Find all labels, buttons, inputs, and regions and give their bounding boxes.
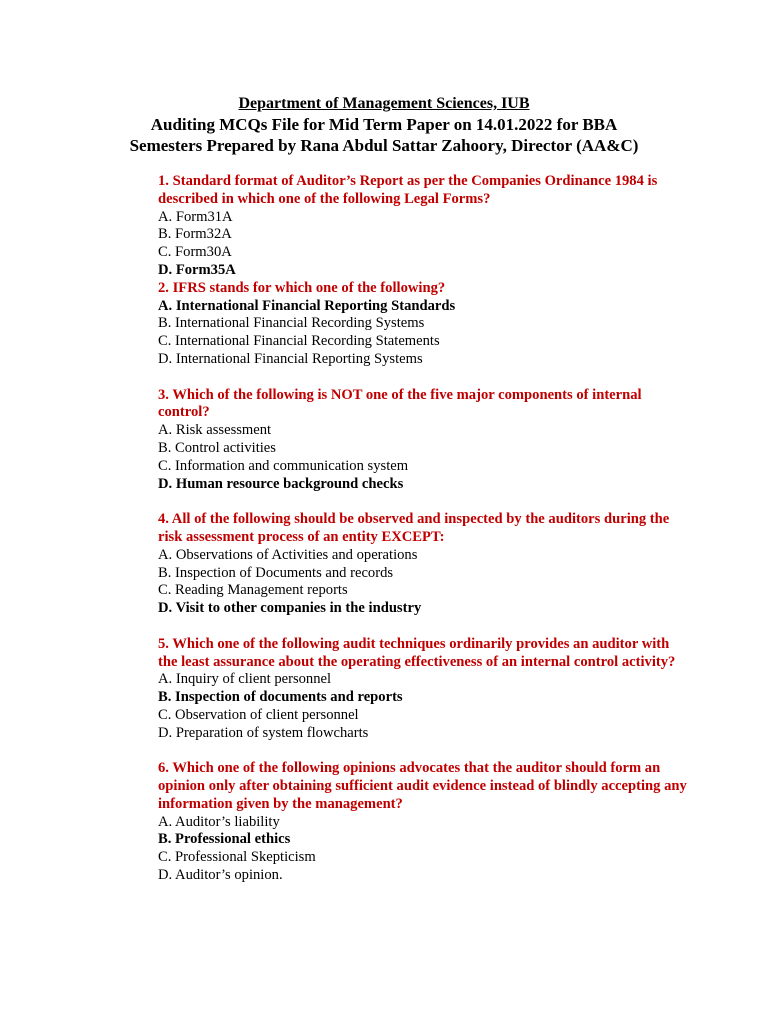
option-a: A. Auditor’s liability — [158, 813, 280, 830]
option-b: B. Inspection of Documents and records — [158, 564, 394, 581]
option-c: C. Reading Management reports — [158, 582, 348, 599]
option-b-correct: B. Inspection of documents and reports — [158, 689, 403, 706]
question-text: 4. All of the following should be observed and inspected by the auditors during the risk assessment process of an entity EXCEPT: — [158, 511, 670, 545]
option-b: B. Control activities — [158, 439, 276, 456]
option-b: B. International Financial Recording Systems — [158, 315, 425, 332]
option-a: A. Form31A — [158, 208, 233, 225]
department-title: Department of Management Sciences, IUB — [238, 95, 530, 112]
question-3 — [158, 387, 688, 494]
option-c: C. Observation of client personnel — [158, 706, 359, 723]
question-text: 5. Which one of the following audit techniques ordinarily provides an auditor with the least assurance about the operating effectiveness of an internal control activity? — [158, 635, 676, 670]
document-title-line-2: Semesters Prepared by Rana Abdul Sattar Zahoory, Director (AA&C) — [129, 136, 639, 155]
option-a: A. Risk assessment — [158, 422, 272, 439]
option-a: A. Inquiry of client personnel — [158, 671, 332, 688]
option-b-correct: B. Professional ethics — [158, 831, 291, 848]
option-d-correct: D. Form35A — [158, 261, 236, 278]
question-5 — [158, 636, 688, 743]
question-1 — [158, 173, 688, 280]
option-b: B. Form32A — [158, 226, 232, 243]
document-header — [0, 93, 768, 156]
question-4 — [158, 511, 688, 618]
option-d: D. Preparation of system flowcharts — [158, 724, 369, 741]
question-text: 6. Which one of the following opinions advocates that the auditor should form an opinion only after obtaining sufficient audit evidence instead of blindly accepting any information given by the management? — [158, 760, 687, 812]
option-c: C. Professional Skepticism — [158, 849, 316, 866]
spacer — [158, 618, 688, 636]
spacer — [158, 743, 688, 761]
question-2 — [158, 280, 688, 369]
question-text: 1. Standard format of Auditor’s Report as per the Companies Ordinance 1984 is described in which one of the following Legal Forms? — [158, 173, 658, 207]
questions-list — [158, 173, 688, 885]
option-d: D. Auditor’s opinion. — [158, 867, 283, 884]
document-title-line-1: Auditing MCQs File for Mid Term Paper on 14.01.2022 for BBA — [150, 115, 618, 134]
question-6 — [158, 760, 688, 885]
option-c: C. Form30A — [158, 244, 232, 261]
question-text: 2. IFRS stands for which one of the following? — [158, 279, 446, 296]
option-d-correct: D. Visit to other companies in the industry — [158, 600, 422, 617]
option-a: A. Observations of Activities and operations — [158, 546, 418, 563]
question-text: 3. Which of the following is NOT one of the five major components of internal control? — [158, 386, 642, 421]
option-c: C. International Financial Recording Statements — [158, 333, 440, 350]
spacer — [158, 369, 688, 387]
option-d: D. International Financial Reporting Systems — [158, 350, 423, 367]
option-d-correct: D. Human resource background checks — [158, 475, 404, 492]
option-c: C. Information and communication system — [158, 457, 409, 474]
spacer — [158, 493, 688, 511]
option-a-correct: A. International Financial Reporting Standards — [158, 297, 456, 314]
